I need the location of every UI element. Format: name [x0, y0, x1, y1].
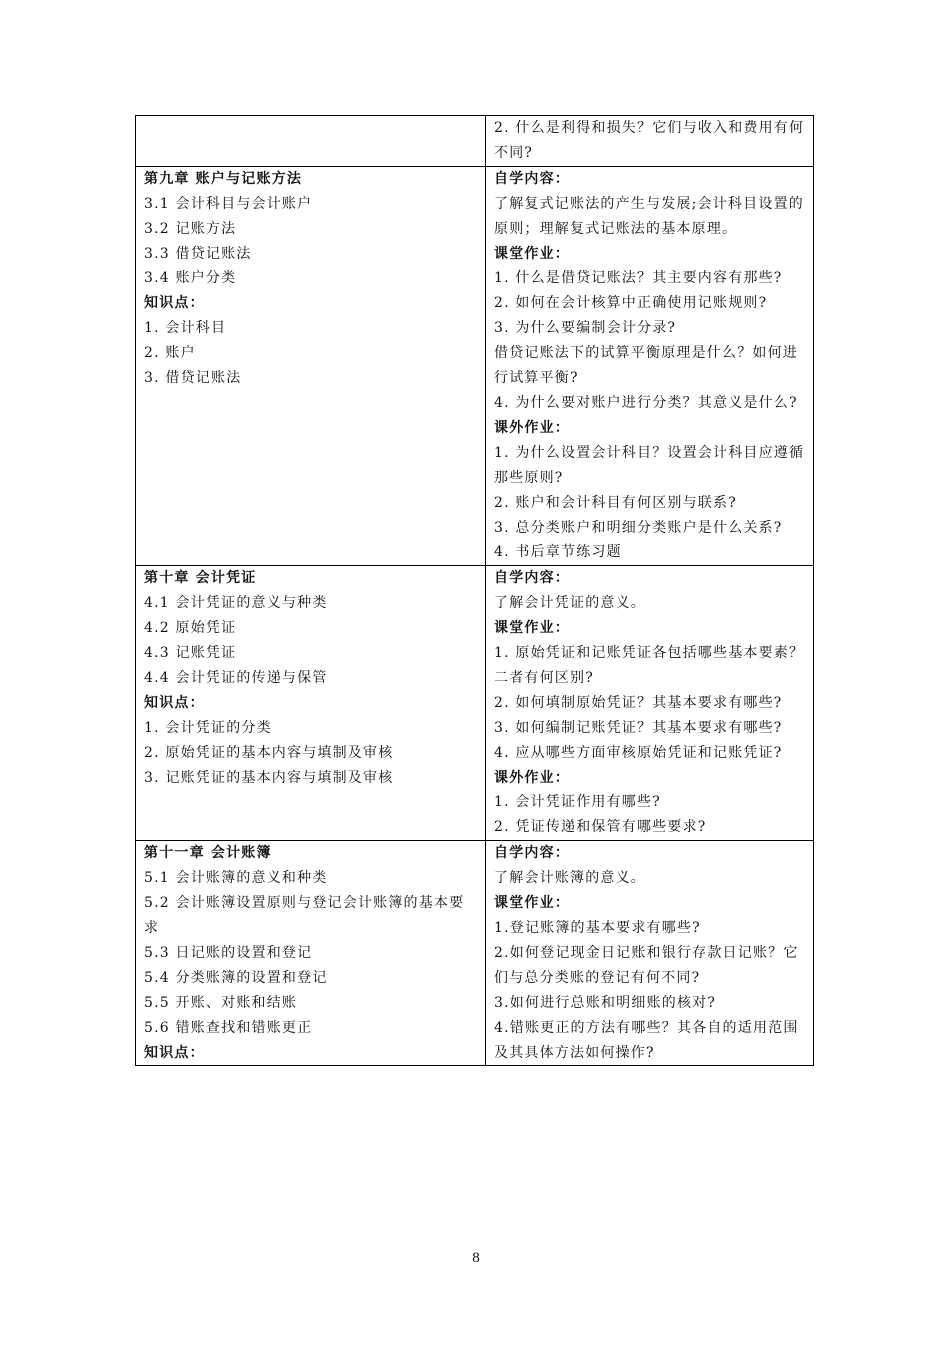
chapter-outline-cell [136, 166, 486, 566]
list-item: 3. 记账凭证的基本内容与填制及审核 [144, 769, 394, 786]
list-item: 5.6 错账查找和错账更正 [144, 1019, 313, 1036]
list-item: 2.如何登记现金日记账和银行存款日记账？它们与总分类账的登记有何不同? [494, 944, 799, 986]
list-item: 2. 如何在会计核算中正确使用记账规则? [494, 295, 768, 312]
list-item: 3.如何进行总账和明细账的核对? [494, 994, 717, 1011]
list-item: 5.1 会计账簿的意义和种类 [144, 870, 328, 887]
list-item: 了解会计凭证的意义。 [494, 595, 646, 612]
list-item: 1. 会计科目 [144, 320, 227, 337]
list-item: 1. 会计凭证作用有哪些? [494, 794, 661, 811]
syllabus-table [135, 115, 814, 1066]
section-heading: 知识点： [144, 694, 205, 711]
list-item: 4. 为什么要对账户进行分类？其意义是什么? [494, 394, 798, 411]
section-heading: 自学内容： [494, 570, 570, 587]
chapter-outline-cell [136, 116, 486, 167]
list-item: 5.5 开账、对账和结账 [144, 994, 298, 1011]
list-item: 2. 账户和会计科目有何区别与联系? [494, 494, 737, 511]
list-item: 2. 凭证传递和保管有哪些要求? [494, 819, 707, 836]
section-heading: 知识点： [144, 295, 205, 312]
list-item: 4.错账更正的方法有哪些？其各自的适用范围及其具体方法如何操作? [494, 1019, 799, 1061]
list-item: 5.3 日记账的设置和登记 [144, 944, 313, 961]
list-item: 4.4 会计凭证的传递与保管 [144, 669, 328, 686]
list-item: 3. 总分类账户和明细分类账户是什么关系? [494, 519, 783, 536]
list-item: 3. 如何编制记账凭证？其基本要求有哪些? [494, 719, 783, 736]
list-item: 3.1 会计科目与会计账户 [144, 195, 313, 212]
page-number: 8 [472, 1250, 480, 1266]
list-item: 4.1 会计凭证的意义与种类 [144, 595, 328, 612]
section-heading: 课外作业： [494, 419, 570, 436]
list-item: 3. 为什么要编制会计分录? [494, 320, 677, 337]
assignment-cell [486, 116, 814, 167]
list-item: 4.2 原始凭证 [144, 620, 237, 637]
list-item: 借贷记账法下的试算平衡原理是什么？如何进行试算平衡? [494, 345, 798, 387]
list-item: 4. 应从哪些方面审核原始凭证和记账凭证? [494, 744, 783, 761]
assignment-cell [486, 841, 814, 1066]
list-item: 3. 借贷记账法 [144, 370, 242, 387]
syllabus-table-body [136, 116, 814, 1066]
list-item: 3.3 借贷记账法 [144, 245, 252, 262]
list-item: 2. 原始凭证的基本内容与填制及审核 [144, 744, 394, 761]
section-heading: 第九章 账户与记账方法 [144, 170, 303, 187]
list-item: 1. 会计凭证的分类 [144, 719, 272, 736]
assignment-cell [486, 566, 814, 841]
list-item: 1.登记账簿的基本要求有哪些? [494, 920, 701, 936]
list-item: 2. 账户 [144, 345, 196, 362]
section-heading: 课堂作业： [494, 895, 570, 912]
list-item: 5.2 会计账簿设置原则与登记会计账簿的基本要求 [144, 895, 465, 936]
table-row [136, 116, 814, 167]
section-heading: 知识点： [144, 1044, 205, 1061]
list-item: 了解会计账簿的意义。 [494, 870, 646, 887]
table-row [136, 166, 814, 566]
list-item: 1. 什么是借贷记账法？其主要内容有那些? [494, 270, 783, 287]
list-item: 4.3 记账凭证 [144, 645, 237, 662]
section-heading: 课堂作业： [494, 620, 570, 637]
table-row [136, 841, 814, 1066]
section-heading: 课堂作业： [494, 245, 570, 262]
section-heading: 课外作业： [494, 769, 570, 786]
list-item: 了解复式记账法的产生与发展;会计科目设置的原则；理解复式记账法的基本原理。 [494, 195, 804, 237]
list-item: 1. 为什么设置会计科目？设置会计科目应遵循那些原则? [494, 444, 805, 486]
list-item: 3.2 记账方法 [144, 220, 237, 237]
chapter-outline-cell [136, 566, 486, 841]
section-heading: 自学内容： [494, 170, 570, 187]
list-item: 5.4 分类账簿的设置和登记 [144, 969, 328, 986]
chapter-outline-cell [136, 841, 486, 1066]
section-heading: 自学内容： [494, 845, 570, 862]
list-item: 1. 原始凭证和记账凭证各包括哪些基本要素？二者有何区别? [494, 645, 805, 686]
list-item: 4. 书后章节练习题 [494, 544, 622, 561]
section-heading: 第十章 会计凭证 [144, 570, 257, 587]
list-item: 3.4 账户分类 [144, 270, 237, 287]
table-row [136, 566, 814, 841]
list-item: 2. 什么是利得和损失？它们与收入和费用有何不同? [494, 120, 805, 161]
section-heading: 第十一章 会计账簿 [144, 845, 272, 862]
assignment-cell [486, 166, 814, 566]
list-item: 2. 如何填制原始凭证？其基本要求有哪些? [494, 694, 783, 711]
